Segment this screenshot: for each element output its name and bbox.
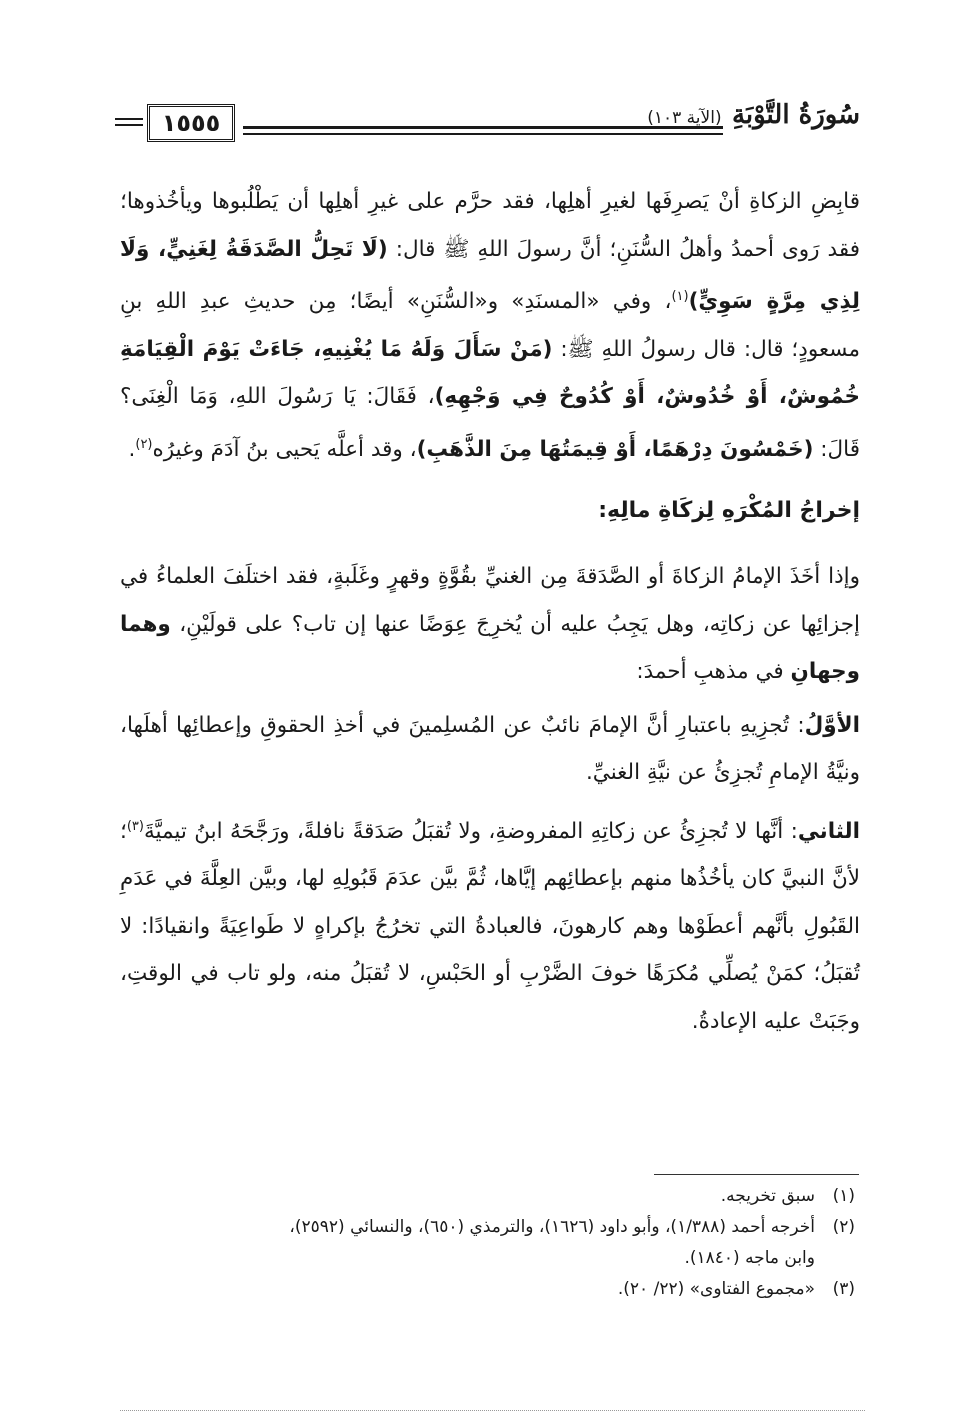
text-run: : أنَّها لا تُجزِئُ عن زكاتِهِ المفروضةِ، ولا تُقبَلُ صَدَقةً نافلةً، ورَجَّحَهُ ابنُ تيميَّةَ [143, 818, 798, 844]
ayah-reference: (الآية ١٠٣) [647, 108, 722, 128]
footnote-text: سبق تخريجه. [720, 1186, 815, 1206]
footnote-text: أخرجه أحمد (١/٣٨٨)، وأبو داود (١٦٢٦)، والترمذي (٦٥٠)، والنسائي (٢٥٩٢)، [289, 1217, 815, 1237]
text-run: ، فَقَالَ: يَا رَسُولَ اللهِ، وَمَا الْغِنَى؟ قَالَ: [120, 384, 860, 462]
page-header [115, 100, 860, 146]
hadith-quote: (مَنْ سَأَلَ وَلَهُ مَا يُغْنِيهِ، جَاءَتْ يَوْمَ الْقِيَامَةِ خُمُوشٌ، أَوْ خُدُوشٌ، أَوْ كُدُوحٌ فِي وَجْهِهِ) [120, 336, 861, 410]
footnotes [110, 1181, 855, 1305]
running-head [647, 100, 860, 130]
text-run: وإذا أخَذَ الإمامُ الزكاةَ أو الصَّدَقةَ مِن الغنيِّ بقُوَّةٍ وقهرٍ وغَلَبةٍ، فقد اختلَفَ العلماءُ في إجزائِها عن زكاتِه، وهل يَجِبُ عليه أن يُخرِجَ عِوَضًا عنها إن تاب؟ على قولَيْنِ، [120, 564, 860, 637]
list-label: الأوَّلُ [804, 712, 860, 738]
text-run: : تُجزِيهِ باعتبارِ أنَّ الإمامَ نائبٌ عن المُسلِمينَ في أخذِ الحقوقِ وإعطائِها أهلَها، ونيَّةُ الإمامِ تُجزِئُ عن نيَّةِ الغنيِّ. [120, 712, 860, 786]
text-run: . [128, 436, 136, 462]
footnote [110, 1274, 855, 1305]
paragraph [120, 803, 860, 1046]
page-number: ١٥٥٥ [147, 104, 235, 142]
text-run: قابِضِ الزكاةِ أنْ يَصرِفَها لغيرِ أهلِها، فقد حرَّم على غيرِ أهلِها أن يَطْلُبوها ويأخُذوها؛ فقد رَوى أحمدُ وأهلُ السُّنَنِ؛ أنَّ رسولَ اللهِ ﷺ قال: [120, 189, 860, 262]
surah-title: سُورَةُ التَّوْبَةِ [731, 100, 860, 130]
header-rule [243, 133, 723, 135]
text-run: في مذهبِ أحمدَ: [636, 659, 791, 685]
footnote-text: «مجموع الفتاوى» (٢٢/ ٢٠). [617, 1279, 815, 1299]
footnote-number: (٣) [832, 1279, 855, 1299]
text-run: ؛ لأنَّ النبيَّ كان يأخُذُها منهم بإعطائِهم إيَّاها، ثُمَّ بيَّن عدَمَ قَبُولِهِ لها، وبيَّن العِلَّةَ في عَدَمِ القَبُولِ بأنَّهم أعطَوْها وهم كارهونَ، فالعبادةُ التي تخرُجُ بإكراهٍ لا طَواعِيَةً وانقيادًا: لا تُقبَلُ؛ كمَنْ يُصلِّي مُكرَهًا خوفَ الضَّرْبِ أو الحَبْسِ، لا تُقبَلُ منه، ولو تاب في الوقتِ، وجَبَتْ عليه الإعادةُ. [120, 818, 860, 1034]
section-heading: إخراجُ المُكْرَهِ لِزكَاةِ مالِهِ: [598, 498, 860, 524]
footnote [110, 1212, 855, 1243]
header-rule [115, 124, 143, 126]
list-label: الثاني [797, 818, 860, 844]
paragraph [120, 702, 860, 797]
text-run: ، وفي «المسنَدِ» و«السُّنَنِ» أيضًا؛ مِن حديثِ عبدِ اللهِ بنِ مسعودٍ؛ قال: قال رسولُ اللهِ ﷺ: [120, 289, 860, 362]
paragraph [120, 178, 860, 473]
footnote-number: (١) [832, 1186, 855, 1206]
hadith-quote: (لَا تَحِلُّ الصَّدَقَةُ لِغَنِيٍّ، وَلَا لِذِي مِرَّةٍ سَوِيٍّ) [120, 236, 861, 315]
footnote-number: (٢) [832, 1217, 855, 1237]
paragraph [120, 553, 860, 696]
footnote-ref: (١) [671, 289, 689, 304]
page-body [120, 178, 860, 1045]
header-rule [115, 118, 143, 120]
page-bottom-line [120, 1410, 865, 1412]
footnote [110, 1181, 855, 1212]
hadith-quote: (خَمْسُونَ دِرْهَمًا، أَوْ قِيمَتُهَا مِنَ الذَّهَبِ) [416, 436, 814, 462]
bold-phrase: وهما وجهانِ [120, 611, 860, 685]
footnote-ref: (٣) [126, 818, 144, 834]
footnote-separator [654, 1174, 859, 1175]
footnote-ref: (٢) [135, 436, 153, 452]
footnote-continuation: وابن ماجه (١٨٤٠). [684, 1248, 815, 1268]
text-run: ، وقد أعلَّه يَحيى بنُ آدَمَ وغيرُه [152, 436, 417, 462]
